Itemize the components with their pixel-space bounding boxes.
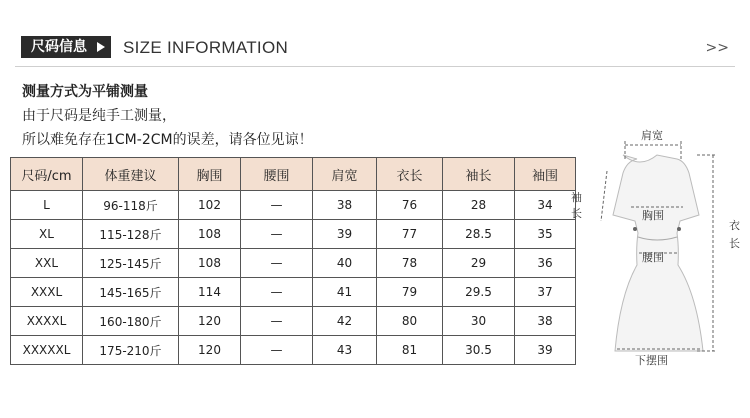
table-cell: —: [241, 278, 313, 307]
table-cell: 40: [313, 249, 377, 278]
table-cell: 41: [313, 278, 377, 307]
triangle-right-icon: [97, 42, 105, 52]
table-cell: 115-128斤: [83, 220, 179, 249]
table-row: [11, 249, 576, 278]
section-header: [15, 36, 735, 67]
column-header: 体重建议: [83, 158, 179, 191]
table-cell: 160-180斤: [83, 307, 179, 336]
table-cell: XL: [11, 220, 83, 249]
table-cell: 145-165斤: [83, 278, 179, 307]
table-cell: 39: [313, 220, 377, 249]
shoulder-label: 肩宽: [641, 129, 663, 142]
column-header: 尺码/cm: [11, 158, 83, 191]
table-cell: 120: [179, 336, 241, 365]
hem-label: 下摆围: [635, 354, 668, 367]
table-cell: 29: [443, 249, 515, 278]
column-header: 袖围: [515, 158, 576, 191]
sleeve-label-1: 袖: [571, 191, 582, 204]
table-cell: 108: [179, 220, 241, 249]
table-cell: 35: [515, 220, 576, 249]
table-cell: 77: [377, 220, 443, 249]
table-cell: 42: [313, 307, 377, 336]
note-line: 测量方式为平铺测量: [22, 84, 148, 100]
table-cell: 175-210斤: [83, 336, 179, 365]
section-tag-label: 尺码信息: [31, 39, 87, 55]
table-row: [11, 191, 576, 220]
waist-label: 腰围: [642, 251, 664, 264]
length-label-1: 衣: [729, 219, 740, 232]
table-cell: 38: [313, 191, 377, 220]
table-cell: 102: [179, 191, 241, 220]
table-cell: —: [241, 336, 313, 365]
section-title: SIZE INFORMATION: [123, 38, 289, 57]
more-link[interactable]: >>: [705, 40, 729, 56]
table-cell: 80: [377, 307, 443, 336]
table-row: [11, 220, 576, 249]
table-cell: 28.5: [443, 220, 515, 249]
table-cell: XXL: [11, 249, 83, 278]
table-cell: 36: [515, 249, 576, 278]
table-cell: XXXXL: [11, 307, 83, 336]
table-cell: —: [241, 307, 313, 336]
chest-label: 胸围: [642, 209, 664, 222]
size-table: [10, 157, 576, 365]
column-header: 胸围: [179, 158, 241, 191]
column-header: 肩宽: [313, 158, 377, 191]
length-label-2: 长: [729, 237, 740, 250]
table-row: [11, 336, 576, 365]
table-row: [11, 307, 576, 336]
table-header-row: [11, 158, 576, 191]
table-cell: —: [241, 249, 313, 278]
table-cell: 125-145斤: [83, 249, 179, 278]
table-cell: 96-118斤: [83, 191, 179, 220]
table-row: [11, 278, 576, 307]
note-line: 由于尺码是纯手工测量，: [22, 108, 176, 124]
table-cell: 37: [515, 278, 576, 307]
table-cell: 76: [377, 191, 443, 220]
table-cell: 114: [179, 278, 241, 307]
table-cell: L: [11, 191, 83, 220]
table-cell: 79: [377, 278, 443, 307]
measurement-notes: [22, 80, 313, 152]
table-cell: 81: [377, 336, 443, 365]
table-cell: —: [241, 220, 313, 249]
column-header: 腰围: [241, 158, 313, 191]
dress-measurement-diagram: [565, 125, 750, 375]
sleeve-label-2: 长: [571, 207, 582, 220]
table-cell: XXXL: [11, 278, 83, 307]
table-cell: 29.5: [443, 278, 515, 307]
table-cell: —: [241, 191, 313, 220]
table-cell: 30: [443, 307, 515, 336]
table-cell: 38: [515, 307, 576, 336]
table-cell: 39: [515, 336, 576, 365]
table-cell: 28: [443, 191, 515, 220]
note-line: 所以难免存在1CM-2CM的误差，请各位见谅！: [22, 132, 313, 148]
table-cell: 43: [313, 336, 377, 365]
column-header: 衣长: [377, 158, 443, 191]
table-cell: 30.5: [443, 336, 515, 365]
table-cell: XXXXXL: [11, 336, 83, 365]
table-cell: 108: [179, 249, 241, 278]
column-header: 袖长: [443, 158, 515, 191]
table-cell: 78: [377, 249, 443, 278]
table-cell: 120: [179, 307, 241, 336]
table-cell: 34: [515, 191, 576, 220]
section-tag: [21, 36, 111, 58]
